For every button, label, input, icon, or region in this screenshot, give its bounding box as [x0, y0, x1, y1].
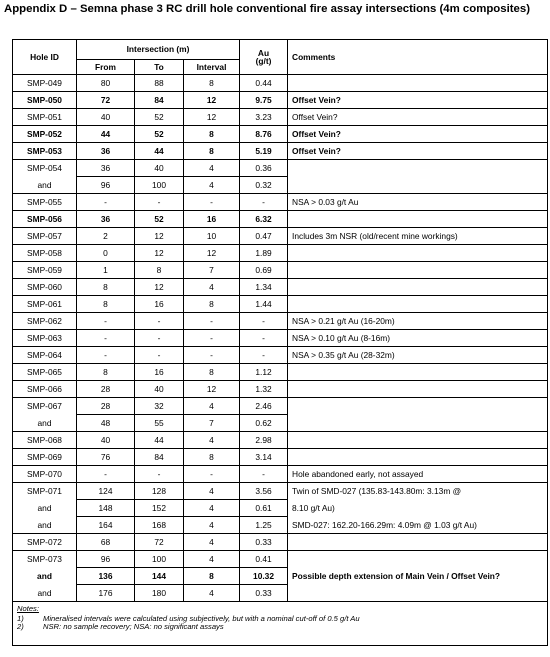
cell-from: 148 — [77, 500, 135, 517]
cell-au: 0.62 — [240, 415, 288, 432]
cell-interval: 7 — [184, 415, 240, 432]
cell-to: - — [135, 347, 184, 364]
cell-hole-id: and — [13, 568, 77, 585]
cell-from: 40 — [77, 109, 135, 126]
cell-au: 0.47 — [240, 228, 288, 245]
cell-interval: 4 — [184, 432, 240, 449]
cell-hole-id: SMP-054 — [13, 160, 77, 177]
cell-comment: Offset Vein? — [288, 109, 548, 126]
table-row — [13, 245, 548, 262]
cell-interval: - — [184, 313, 240, 330]
cell-hole-id: SMP-060 — [13, 279, 77, 296]
table-row — [13, 92, 548, 109]
cell-hole-id: SMP-050 — [13, 92, 77, 109]
table-row — [13, 483, 548, 500]
cell-hole-id: SMP-051 — [13, 109, 77, 126]
table-row — [13, 177, 548, 194]
header-from: From — [77, 60, 135, 75]
cell-hole-id: SMP-065 — [13, 364, 77, 381]
cell-au: - — [240, 313, 288, 330]
cell-hole-id: and — [13, 517, 77, 534]
cell-to: - — [135, 313, 184, 330]
cell-comment — [288, 245, 548, 262]
cell-hole-id: SMP-067 — [13, 398, 77, 415]
cell-hole-id: and — [13, 415, 77, 432]
cell-from: 96 — [77, 551, 135, 568]
cell-from: 48 — [77, 415, 135, 432]
cell-au: 0.69 — [240, 262, 288, 279]
cell-hole-id: SMP-070 — [13, 466, 77, 483]
cell-au: 6.32 — [240, 211, 288, 228]
cell-to: - — [135, 330, 184, 347]
cell-to: 16 — [135, 296, 184, 313]
table-row — [13, 449, 548, 466]
table-row — [13, 551, 548, 568]
cell-from: 44 — [77, 126, 135, 143]
cell-to: 12 — [135, 228, 184, 245]
cell-hole-id: SMP-072 — [13, 534, 77, 551]
cell-hole-id: SMP-073 — [13, 551, 77, 568]
table-row — [13, 160, 548, 177]
note-text: NSR: no sample recovery; NSA: no significant assays — [43, 622, 224, 632]
header-au-unit: (g/t) — [255, 56, 272, 66]
cell-from: 96 — [77, 177, 135, 194]
cell-comment: Offset Vein? — [288, 143, 548, 160]
cell-hole-id: SMP-055 — [13, 194, 77, 211]
cell-from: 40 — [77, 432, 135, 449]
cell-to: 100 — [135, 177, 184, 194]
header-au-label: Au — [257, 47, 270, 58]
note-text: Mineralised intervals were calculated using subjectively, but with a nominal cut-off of 0.5 g/t Au — [43, 613, 360, 623]
cell-comment: NSA > 0.03 g/t Au — [288, 194, 548, 211]
cell-interval: 8 — [184, 143, 240, 160]
cell-comment — [288, 262, 548, 279]
cell-comment — [288, 364, 548, 381]
cell-au: 3.23 — [240, 109, 288, 126]
note-number: 2) — [17, 622, 24, 632]
cell-interval: - — [184, 194, 240, 211]
cell-hole-id: SMP-064 — [13, 347, 77, 364]
cell-hole-id: SMP-068 — [13, 432, 77, 449]
cell-hole-id: and — [13, 500, 77, 517]
cell-comment — [288, 415, 548, 432]
cell-au: 0.33 — [240, 585, 288, 602]
cell-au: 1.89 — [240, 245, 288, 262]
table-row — [13, 585, 548, 602]
cell-from: 8 — [77, 296, 135, 313]
header-hole-id: Hole ID — [13, 40, 77, 75]
table-row — [13, 296, 548, 313]
cell-from: 0 — [77, 245, 135, 262]
cell-au: 0.44 — [240, 75, 288, 92]
table-body — [13, 75, 548, 602]
cell-from: 176 — [77, 585, 135, 602]
cell-interval: 8 — [184, 364, 240, 381]
cell-to: 12 — [135, 279, 184, 296]
cell-hole-id: SMP-049 — [13, 75, 77, 92]
cell-comment — [288, 279, 548, 296]
cell-to: - — [135, 466, 184, 483]
cell-hole-id: SMP-066 — [13, 381, 77, 398]
table-row — [13, 364, 548, 381]
cell-hole-id: and — [13, 177, 77, 194]
cell-au: 2.98 — [240, 432, 288, 449]
cell-from: - — [77, 313, 135, 330]
cell-au: 2.46 — [240, 398, 288, 415]
table-row — [13, 330, 548, 347]
cell-to: 52 — [135, 109, 184, 126]
cell-from: 1 — [77, 262, 135, 279]
table-row — [13, 109, 548, 126]
cell-hole-id: SMP-061 — [13, 296, 77, 313]
cell-from: 36 — [77, 211, 135, 228]
cell-to: 144 — [135, 568, 184, 585]
table-row — [13, 568, 548, 585]
cell-from: 72 — [77, 92, 135, 109]
cell-hole-id: SMP-062 — [13, 313, 77, 330]
notes-title: Notes: — [17, 604, 39, 613]
table-row — [13, 517, 548, 534]
cell-comment: NSA > 0.35 g/t Au (28-32m) — [288, 347, 548, 364]
cell-interval: 4 — [184, 517, 240, 534]
cell-au: - — [240, 194, 288, 211]
cell-comment — [288, 160, 548, 177]
cell-au: 1.44 — [240, 296, 288, 313]
table-row — [13, 75, 548, 92]
cell-au: - — [240, 466, 288, 483]
table-row — [13, 466, 548, 483]
cell-to: 16 — [135, 364, 184, 381]
cell-hole-id: SMP-057 — [13, 228, 77, 245]
cell-au: - — [240, 330, 288, 347]
cell-comment — [288, 177, 548, 194]
cell-to: 40 — [135, 381, 184, 398]
cell-interval: 8 — [184, 126, 240, 143]
document-title: Appendix D – Semna phase 3 RC drill hole conventional fire assay intersections (4m composites) — [4, 3, 531, 15]
cell-comment — [288, 551, 548, 568]
header-comments: Comments — [288, 40, 548, 75]
cell-au: 3.14 — [240, 449, 288, 466]
cell-to: 12 — [135, 245, 184, 262]
cell-to: 40 — [135, 160, 184, 177]
cell-comment — [288, 296, 548, 313]
cell-comment: Twin of SMD-027 (135.83-143.80m: 3.13m @ — [288, 483, 548, 500]
cell-interval: 8 — [184, 568, 240, 585]
cell-to: 180 — [135, 585, 184, 602]
cell-to: 32 — [135, 398, 184, 415]
cell-au: 1.32 — [240, 381, 288, 398]
cell-to: 52 — [135, 126, 184, 143]
note-item — [17, 623, 543, 632]
cell-interval: - — [184, 330, 240, 347]
cell-to: 55 — [135, 415, 184, 432]
note-number: 1) — [17, 613, 24, 623]
cell-interval: 7 — [184, 262, 240, 279]
table-row — [13, 279, 548, 296]
cell-interval: 8 — [184, 296, 240, 313]
cell-hole-id: SMP-069 — [13, 449, 77, 466]
cell-interval: 12 — [184, 381, 240, 398]
header-au — [240, 40, 288, 75]
header-intersection: Intersection (m) — [77, 40, 240, 60]
cell-interval: 4 — [184, 551, 240, 568]
cell-to: 152 — [135, 500, 184, 517]
cell-interval: 4 — [184, 279, 240, 296]
table-row — [13, 381, 548, 398]
cell-to: - — [135, 194, 184, 211]
cell-from: 2 — [77, 228, 135, 245]
cell-hole-id: SMP-056 — [13, 211, 77, 228]
cell-comment — [288, 398, 548, 415]
cell-hole-id: SMP-053 — [13, 143, 77, 160]
cell-au: 1.25 — [240, 517, 288, 534]
cell-interval: 4 — [184, 585, 240, 602]
cell-interval: 4 — [184, 500, 240, 517]
cell-comment: NSA > 0.10 g/t Au (8-16m) — [288, 330, 548, 347]
cell-au: 3.56 — [240, 483, 288, 500]
cell-to: 44 — [135, 143, 184, 160]
cell-comment: Offset Vein? — [288, 126, 548, 143]
cell-interval: - — [184, 347, 240, 364]
table-row — [13, 534, 548, 551]
cell-comment: Offset Vein? — [288, 92, 548, 109]
cell-comment — [288, 585, 548, 602]
header-to: To — [135, 60, 184, 75]
cell-au: 5.19 — [240, 143, 288, 160]
table-row — [13, 398, 548, 415]
header-interval: Interval — [184, 60, 240, 75]
table-row — [13, 347, 548, 364]
cell-from: 76 — [77, 449, 135, 466]
cell-to: 8 — [135, 262, 184, 279]
cell-to: 88 — [135, 75, 184, 92]
cell-interval: 8 — [184, 75, 240, 92]
table-row — [13, 194, 548, 211]
cell-au: - — [240, 347, 288, 364]
cell-from: 8 — [77, 279, 135, 296]
table-row — [13, 415, 548, 432]
cell-to: 84 — [135, 92, 184, 109]
cell-interval: 12 — [184, 109, 240, 126]
table-row — [13, 211, 548, 228]
cell-to: 44 — [135, 432, 184, 449]
table-row — [13, 262, 548, 279]
cell-from: - — [77, 330, 135, 347]
cell-interval: 12 — [184, 92, 240, 109]
cell-to: 72 — [135, 534, 184, 551]
cell-from: - — [77, 194, 135, 211]
cell-to: 168 — [135, 517, 184, 534]
cell-hole-id: and — [13, 585, 77, 602]
cell-interval: 8 — [184, 449, 240, 466]
cell-au: 0.32 — [240, 177, 288, 194]
drill-intersections-table — [12, 39, 548, 646]
cell-to: 84 — [135, 449, 184, 466]
cell-au: 9.75 — [240, 92, 288, 109]
cell-comment: Hole abandoned early, not assayed — [288, 466, 548, 483]
cell-au: 0.36 — [240, 160, 288, 177]
cell-interval: 4 — [184, 177, 240, 194]
cell-comment: Includes 3m NSR (old/recent mine workings) — [288, 228, 548, 245]
cell-comment: 8.10 g/t Au) — [288, 500, 548, 517]
cell-interval: 4 — [184, 398, 240, 415]
cell-hole-id: SMP-059 — [13, 262, 77, 279]
cell-from: 8 — [77, 364, 135, 381]
cell-interval: 16 — [184, 211, 240, 228]
cell-from: 164 — [77, 517, 135, 534]
cell-from: - — [77, 466, 135, 483]
cell-from: 28 — [77, 381, 135, 398]
cell-interval: 10 — [184, 228, 240, 245]
cell-comment: Possible depth extension of Main Vein / Offset Vein? — [288, 568, 548, 585]
cell-hole-id: SMP-071 — [13, 483, 77, 500]
cell-au: 0.41 — [240, 551, 288, 568]
table-row — [13, 228, 548, 245]
cell-hole-id: SMP-058 — [13, 245, 77, 262]
cell-au: 8.76 — [240, 126, 288, 143]
cell-to: 100 — [135, 551, 184, 568]
cell-hole-id: SMP-052 — [13, 126, 77, 143]
cell-from: 68 — [77, 534, 135, 551]
table-row — [13, 143, 548, 160]
cell-to: 52 — [135, 211, 184, 228]
cell-interval: 12 — [184, 245, 240, 262]
cell-from: 136 — [77, 568, 135, 585]
notes-section — [13, 602, 548, 646]
cell-comment: NSA > 0.21 g/t Au (16-20m) — [288, 313, 548, 330]
cell-from: 36 — [77, 143, 135, 160]
cell-interval: 4 — [184, 160, 240, 177]
cell-comment — [288, 449, 548, 466]
table-row — [13, 432, 548, 449]
cell-from: 80 — [77, 75, 135, 92]
cell-comment: SMD-027: 162.20-166.29m: 4.09m @ 1.03 g/t Au) — [288, 517, 548, 534]
cell-au: 1.12 — [240, 364, 288, 381]
cell-interval: - — [184, 466, 240, 483]
cell-au: 1.34 — [240, 279, 288, 296]
table-row — [13, 126, 548, 143]
cell-interval: 4 — [184, 534, 240, 551]
cell-au: 10.32 — [240, 568, 288, 585]
cell-comment — [288, 534, 548, 551]
table-row — [13, 313, 548, 330]
cell-from: - — [77, 347, 135, 364]
cell-comment — [288, 432, 548, 449]
table-row — [13, 500, 548, 517]
cell-from: 36 — [77, 160, 135, 177]
cell-interval: 4 — [184, 483, 240, 500]
cell-comment — [288, 75, 548, 92]
cell-from: 124 — [77, 483, 135, 500]
cell-comment — [288, 381, 548, 398]
cell-au: 0.33 — [240, 534, 288, 551]
cell-au: 0.61 — [240, 500, 288, 517]
cell-comment — [288, 211, 548, 228]
cell-from: 28 — [77, 398, 135, 415]
cell-to: 128 — [135, 483, 184, 500]
cell-hole-id: SMP-063 — [13, 330, 77, 347]
